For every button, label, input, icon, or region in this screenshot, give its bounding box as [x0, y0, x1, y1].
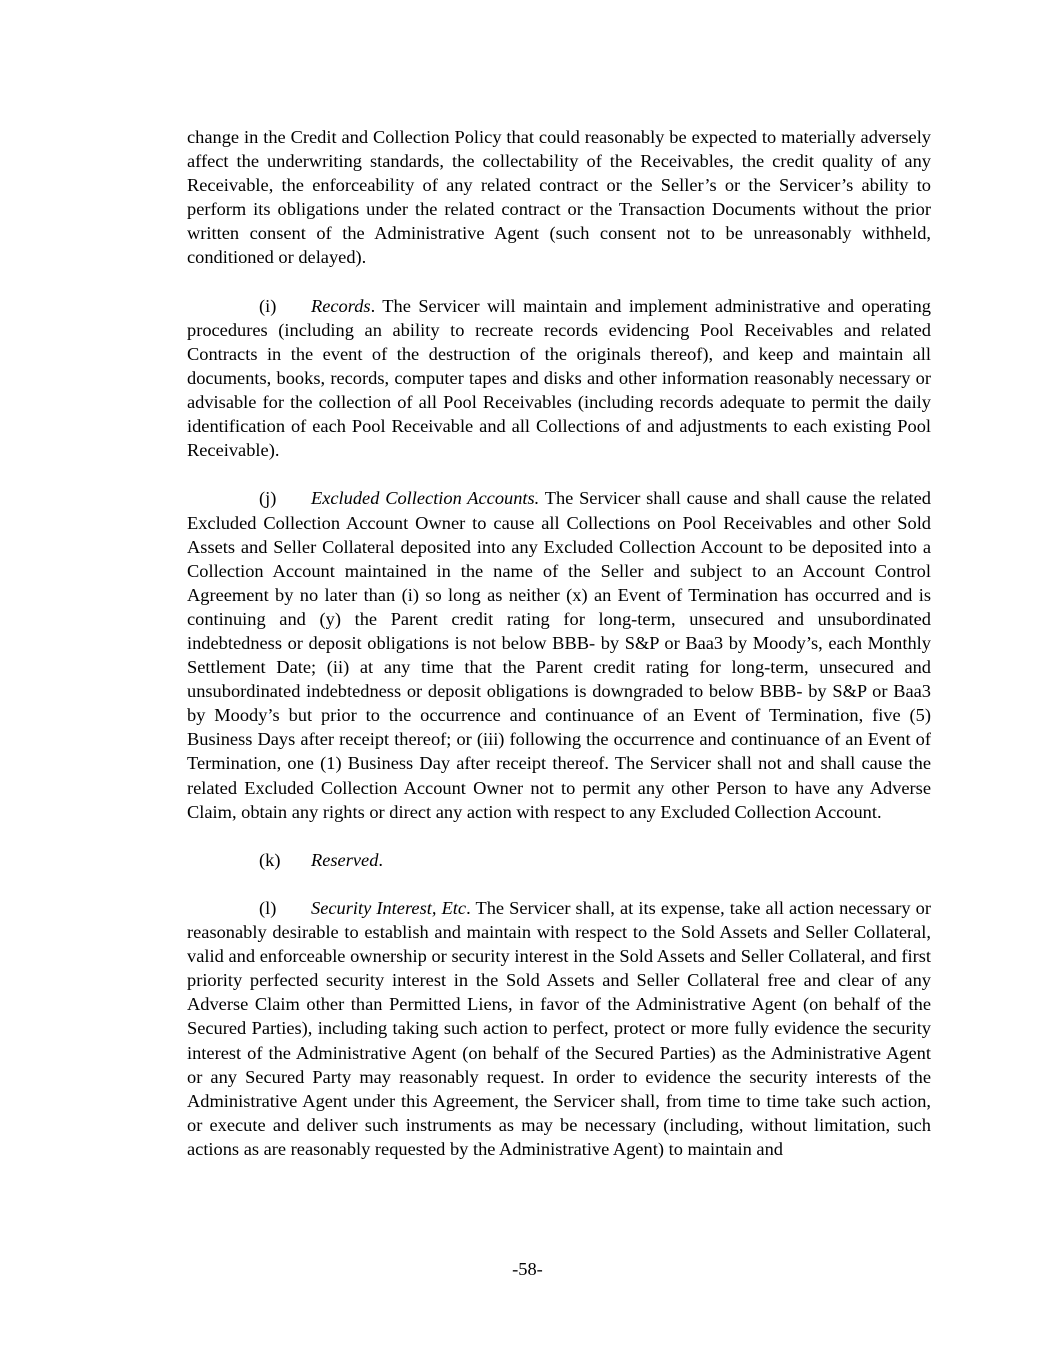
paragraph-text: The Servicer shall, at its expense, take all action necessary or reasonably desirable to establish and maintain with respect to the Sold Assets and Seller Collateral, valid and enforceable ownership or security interest in the Sold Assets and Seller Collateral, and first priority perfected security interest in the Sold Assets and Seller Collateral free and clear of any Adverse Claim other than Permitted Liens, in favor of the Administrative Agent (on behalf of the Secured Parties), including taking such action to perfect, protect or more fully evidence the security interest of the Administrative Agent (on behalf of the Secured Parties) as the Administrative Agent or any Secured Party may reasonably request. In order to evidence the security interests of the Administrative Agent under this Agreement, the Servicer shall, from time to time take such action, or execute and deliver such instruments as may be necessary (including, without limitation, such actions as are reasonably requested by the Administrative Agent) to maintain and: [187, 898, 931, 1159]
clause-number: (k): [259, 849, 281, 870]
paragraph-text: The Servicer shall cause and shall cause the related Excluded Collection Account Owner to cause all Collections on Pool Receivables and other Sold Assets and Seller Collateral deposited into any Excluded Collection Account to be deposited into a Collection Account maintained in the name of the Seller and subject to an Account Control Agreement by no later than (i) so long as neither (x) an Event of Termination has occurred and is continuing and (y) the Parent credit rating for long-term, unsecured and unsubordinated indebtedness or deposit obligations is not below BBB- by S&P or Baa3 by Moody’s, each Monthly Settlement Date; (ii) at any time that the Parent credit rating for long-term, unsecured and unsubordinated indebtedness or deposit obligations is downgraded to below BBB- by S&P or Baa3 by Moody’s but prior to the occurrence and continuance of an Event of Termination, five (5) Business Days after receipt thereof; or (iii) following the occurrence and continuance of an Event of Termination, one (1) Business Day after receipt thereof. The Servicer shall not and shall cause the related Excluded Collection Account Owner not to permit any other Person to have any Adverse Claim, obtain any rights or direct any action with respect to any Excluded Collection Account.: [187, 488, 931, 822]
paragraph-security-interest: [187, 896, 931, 1161]
clause-heading: Security Interest, Etc: [311, 898, 467, 918]
clause-heading-suffix: .: [370, 295, 376, 316]
paragraph-records: [187, 294, 931, 463]
paragraph-reserved: [187, 848, 931, 872]
clause-heading-suffix: .: [378, 849, 384, 870]
clause-number: (l): [259, 898, 277, 918]
clause-heading: Records: [311, 295, 371, 316]
paragraph-continuation: [187, 125, 931, 270]
clause-heading: Reserved: [311, 849, 379, 870]
paragraph-text: The Servicer will maintain and implement administrative and operating procedures (including an ability to recreate records evidencing Pool Receivables and related Contracts in the event of the destruction of the originals thereof), and keep and maintain all documents, books, records, computer tapes and disks and other information reasonably necessary or advisable for the collection of all Pool Receivables (including records adequate to permit the daily identification of each Pool Receivable and all Collections of and adjustments to each existing Pool Receivable).: [187, 295, 931, 461]
clause-number: (j): [259, 488, 277, 509]
page-number: -58-: [512, 1259, 543, 1279]
document-body: [187, 125, 931, 1185]
paragraph-excluded-collection-accounts: [187, 486, 931, 823]
clause-heading: Excluded Collection Accounts.: [311, 488, 540, 509]
paragraph-text: change in the Credit and Collection Policy that could reasonably be expected to materially adversely affect the underwriting standards, the collectability of the Receivables, the credit quality of any Receivable, the enforceability of any related contract or the Seller’s or the Servicer’s ability to perform its obligations under the related contract or the Transaction Documents without the prior written consent of the Administrative Agent (such consent not to be unreasonably withheld, conditioned or delayed).: [187, 127, 931, 268]
clause-heading-suffix: .: [466, 898, 471, 918]
clause-number: (i): [259, 295, 277, 316]
